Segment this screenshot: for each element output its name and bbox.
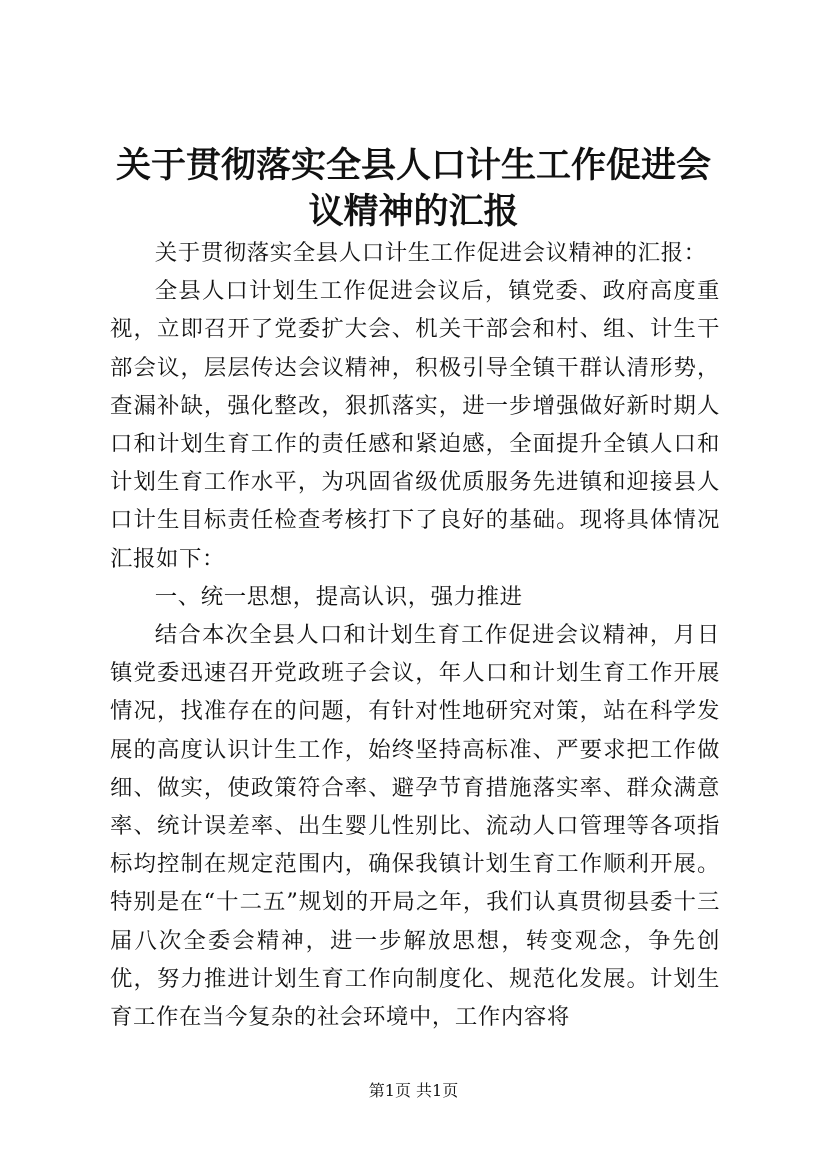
paragraph-section-one: 结合本次全县人口和计划生育工作促进会议精神，月日镇党委迅速召开党政班子会议，年人口和计划生育工作开展情况，找准存在的问题，有针对性地研究对策，站在科学发展的高度认识计生工作，始终坚持高标准、严要求把工作做细、做实，使政策符合率、避孕节育措施落实率、群众满意率、统计误差率、出生婴儿性别比、流动人口管理等各项指标均控制在规定范围内，确保我镇计划生育工作顺利开展。特别是在“十二五”规划的开局之年，我们认真贯彻县委十三届八次全委会精神，进一步解放思想，转变观念，争先创优，努力推进计划生育工作向制度化、规范化发展。计划生育工作在当今复杂的社会环境中，工作内容将 [110, 622, 720, 1031]
paragraph-intro: 全县人口计划生工作促进会议后，镇党委、政府高度重视，立即召开了党委扩大会、机关干部会和村、组、计生干部会议，层层传达会议精神，积极引导全镇干群认清形势，查漏补缺，强化整改，狠抓落实，进一步增强做好新时期人口和计划生育工作的责任感和紧迫感，全面提升全镇人口和计划生育工作水平，为巩固省级优质服务先进镇和迎接县人口计生目标责任检查考核打下了良好的基础。现将具体情况汇报如下： [110, 278, 720, 572]
section-heading: 一、统一思想，提高认识，强力推进 [154, 583, 523, 610]
document-body [110, 234, 720, 1036]
document-title: 关于贯彻落实全县人口计生工作促进会议精神的汇报 [115, 145, 711, 232]
page-footer: 第1页 共1页 [368, 1081, 459, 1100]
paragraph-salutation: 关于贯彻落实全县人口计生工作促进会议精神的汇报： [154, 240, 707, 266]
